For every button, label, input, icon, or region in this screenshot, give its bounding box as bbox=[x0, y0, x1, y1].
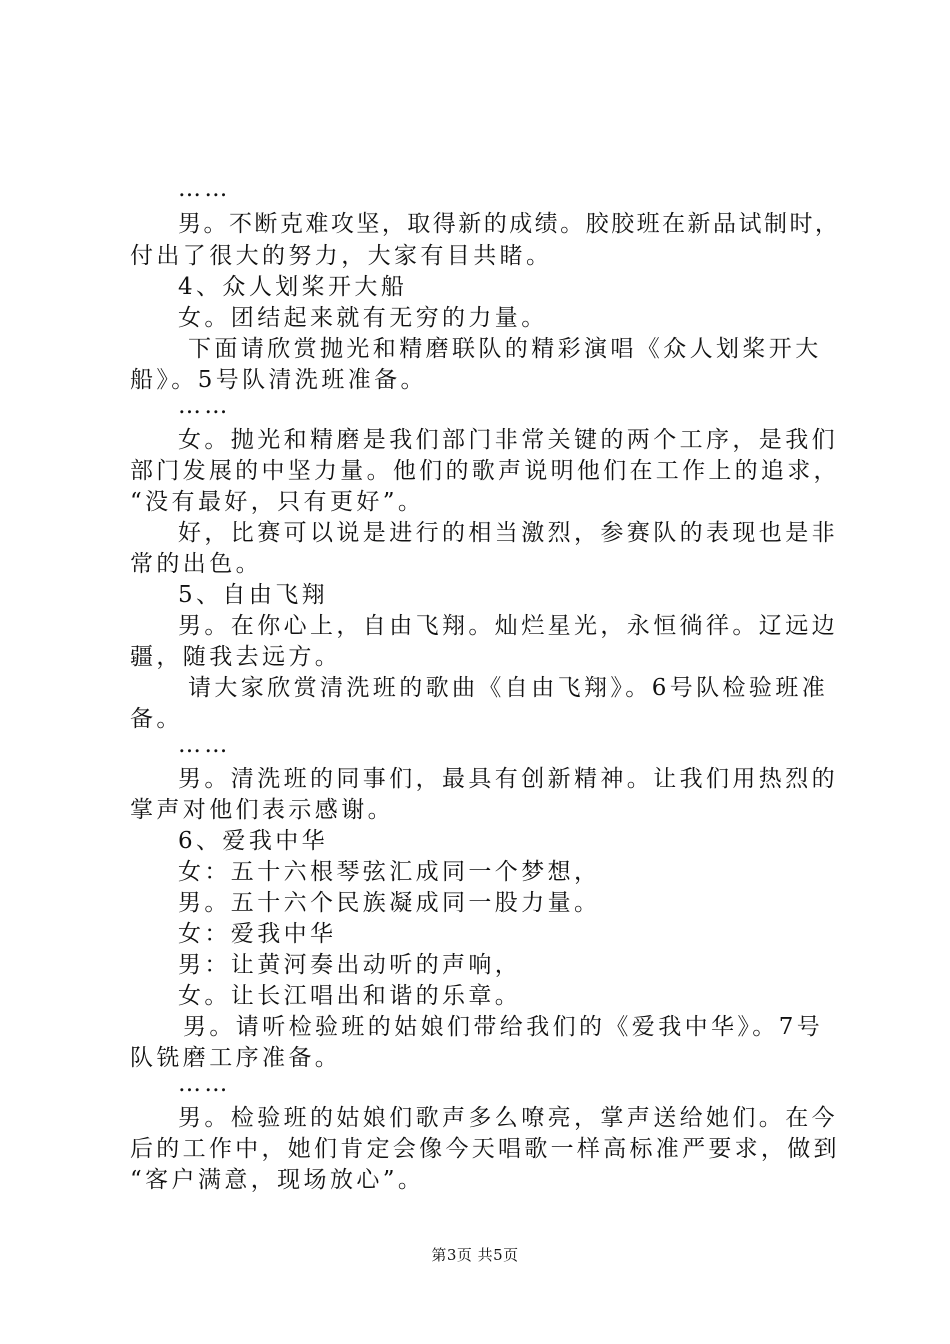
paragraph-line: 女：爱我中华 bbox=[178, 921, 337, 947]
paragraph-line: 船》。5号队清洗班准备。 bbox=[130, 367, 427, 393]
ellipsis-line: …… bbox=[178, 393, 231, 419]
paragraph-line: 男。五十六个民族凝成同一股力量。 bbox=[178, 890, 601, 916]
paragraph-line: 部门发展的中坚力量。他们的歌声说明他们在工作上的追求， bbox=[130, 458, 840, 484]
paragraph-line: 付出了很大的努力，大家有目共睹。 bbox=[130, 243, 553, 269]
paragraph-line: “没有最好，只有更好”。 bbox=[130, 489, 425, 515]
ellipsis-line: …… bbox=[178, 732, 231, 758]
paragraph-line: 疆，随我去远方。 bbox=[130, 644, 342, 670]
paragraph-line: 男。清洗班的同事们，最具有创新精神。让我们用热烈的 bbox=[178, 766, 838, 792]
paragraph-line: 请大家欣赏清洗班的歌曲《自由飞翔》。6号队检验班准 bbox=[188, 675, 829, 701]
paragraph-line: 男。检验班的姑娘们歌声多么嘹亮，掌声送给她们。在今 bbox=[178, 1105, 838, 1131]
paragraph-line: 队铣磨工序准备。 bbox=[130, 1045, 342, 1071]
section-heading: 6、爱我中华 bbox=[178, 828, 329, 854]
ellipsis-line: …… bbox=[178, 1071, 231, 1097]
ellipsis-line: …… bbox=[178, 176, 231, 202]
paragraph-line: 后的工作中，她们肯定会像今天唱歌一样高标准严要求，做到 bbox=[130, 1136, 840, 1162]
paragraph-line: 男。在你心上，自由飞翔。灿烂星光，永恒徜徉。辽远边 bbox=[178, 613, 838, 639]
paragraph-line: 男：让黄河奏出动听的声响， bbox=[178, 952, 522, 978]
paragraph-line: 女。团结起来就有无穷的力量。 bbox=[178, 305, 548, 331]
paragraph-line: 女：五十六根琴弦汇成同一个梦想， bbox=[178, 859, 601, 885]
page-number-footer: 第3页 共5页 bbox=[431, 1246, 519, 1264]
section-heading: 5、自由飞翔 bbox=[178, 582, 329, 608]
paragraph-line: 男。请听检验班的姑娘们带给我们的《爱我中华》。7号 bbox=[183, 1014, 824, 1040]
paragraph-line: 女。抛光和精磨是我们部门非常关键的两个工序，是我们 bbox=[178, 427, 838, 453]
paragraph-line: 好，比赛可以说是进行的相当激烈，参赛队的表现也是非 bbox=[178, 520, 838, 546]
paragraph-line: “客户满意，现场放心”。 bbox=[130, 1167, 425, 1193]
section-heading: 4、众人划桨开大船 bbox=[178, 274, 408, 300]
paragraph-line: 备。 bbox=[130, 706, 183, 732]
paragraph-line: 掌声对他们表示感谢。 bbox=[130, 797, 394, 823]
paragraph-line: 常的出色。 bbox=[130, 551, 262, 577]
paragraph-line: 下面请欣赏抛光和精磨联队的精彩演唱《众人划桨开大 bbox=[188, 336, 822, 362]
paragraph-line: 女。让长江唱出和谐的乐章。 bbox=[178, 983, 522, 1009]
paragraph-line: 男。不断克难攻坚，取得新的成绩。胶胶班在新品试制时， bbox=[178, 211, 841, 237]
